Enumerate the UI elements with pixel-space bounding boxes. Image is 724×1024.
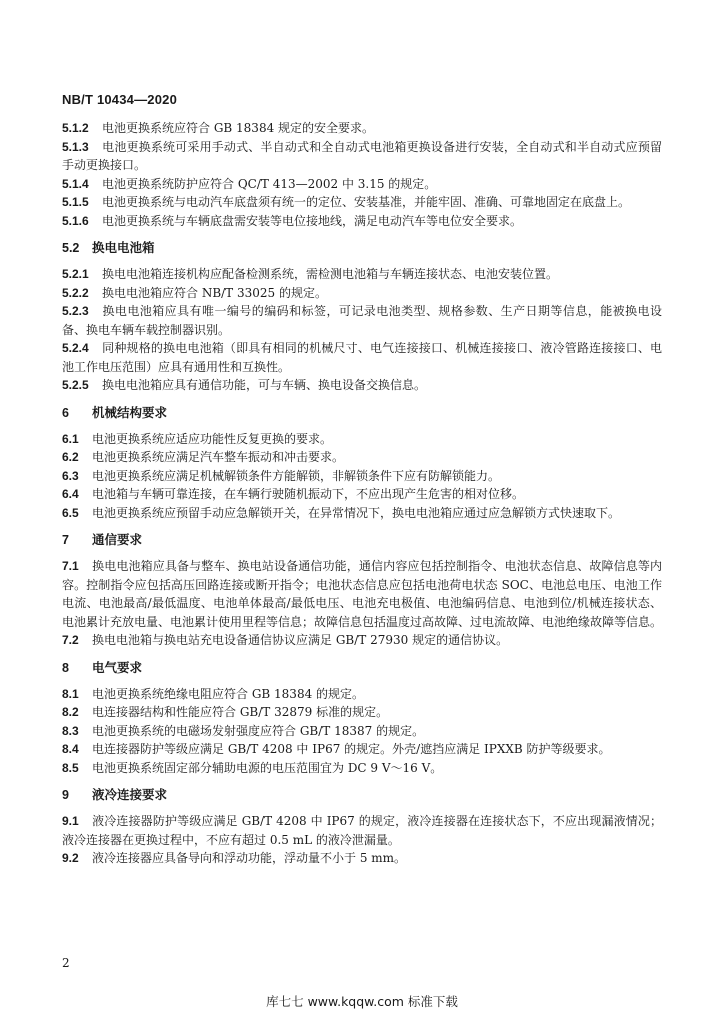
clause-text: 电池更换系统绝缘电阻应符合 GB 18384 的规定。 (92, 686, 365, 701)
section-heading (62, 786, 662, 804)
clause-number: 6.4 (62, 487, 79, 501)
clause-text: 换电电池箱应具备与整车、换电站设备通信功能，通信内容应包括控制指令、电池状态信息、故障信息等内容。控制指令应包括高压回路连接或断开指令；电池状态信息应包括电池荷电状态 SOC、电池总电压、电池工作电流、电池最高/最低温度、电池单体最高/最低电压、电池充电极值、电池编码信息、电池到位/机械连接状态、电池累计充放电量、电池累计使用里程等信息；故障信息包括温度过高故障、过电流故障、电池绝缘故障等信息。 (62, 559, 663, 629)
clause-text: 电池更换系统可采用手动式、半自动式和全自动式电池箱更换设备进行安装，全自动式和半自动式应预留手动更换接口。 (62, 139, 662, 172)
standard-code: NB/T 10434—2020 (62, 92, 178, 107)
clause-item (62, 193, 662, 212)
section-title: 换电电池箱 (92, 240, 155, 255)
clause-text: 换电电池箱连接机构应配备检测系统，需检测电池箱与车辆连接状态、电池安装位置。 (102, 267, 559, 281)
clause-item (62, 485, 662, 504)
clause-number: 8.5 (62, 760, 79, 775)
clause-number: 8.2 (62, 705, 79, 719)
clause-number: 5.2.4 (62, 341, 89, 355)
clause-text: 电池更换系统应满足机械解锁条件方能解锁，非解锁条件下应有防解锁能力。 (92, 468, 501, 483)
clause-text: 电池更换系统应适应功能性反复更换的要求。 (92, 431, 333, 446)
clause-text: 电池更换系统应预留手动应急解锁开关，在异常情况下，换电电池箱应通过应急解锁方式快速取下。 (92, 505, 621, 520)
clause-text: 电池箱与车辆可靠连接，在车辆行驶随机振动下，不应出现产生危害的相对位移。 (92, 487, 525, 501)
clause-text: 换电电池箱与换电站充电设备通信协议应满足 GB/T 27930 规定的通信协议。 (92, 633, 509, 647)
page-number: 2 (62, 956, 70, 970)
clause-item (62, 759, 662, 778)
clause-text: 电连接器结构和性能应符合 GB/T 32879 标准的规定。 (92, 705, 389, 719)
clause-item (62, 302, 662, 339)
clause-text: 液冷连接器防护等级应满足 GB/T 4208 中 IP67 的规定，液冷连接器在连接状态下，不应出现漏液情况；液冷连接器在更换过程中，不应有超过 0.5 mL 的液冷泄漏量。 (62, 814, 662, 847)
clause-item (62, 265, 662, 284)
clause-number: 5.1.4 (62, 176, 89, 191)
clause-number: 6.5 (62, 505, 79, 520)
footer-watermark: 库七七 www.kqqw.com 标准下载 (266, 994, 458, 1009)
clause-text: 电池更换系统防护应符合 QC/T 413—2002 中 3.15 的规定。 (102, 176, 437, 191)
clause-number: 7.2 (62, 633, 79, 647)
clause-number: 6.2 (62, 450, 79, 464)
clause-item (62, 339, 662, 376)
clause-text: 换电电池箱应具有唯一编号的编码和标签，可记录电池类型、规格参数、生产日期等信息，能被换电设备、换电车辆车载控制器识别。 (62, 304, 662, 337)
clause-text: 液冷连接器应具备导向和浮动功能，浮动量不小于 5 mm。 (92, 851, 407, 865)
clause-item (62, 284, 662, 303)
clause-item (62, 812, 662, 849)
section-title: 通信要求 (92, 532, 143, 547)
clause-text: 同种规格的换电电池箱（即具有相同的机械尺寸、电气连接接口、机械连接接口、液冷管路连接接口、电池工作电压范围）应具有通用性和互换性。 (62, 341, 662, 374)
section-5-2 (62, 265, 662, 395)
clause-item (62, 504, 662, 523)
clause-text: 电池更换系统应符合 GB 18384 规定的安全要求。 (102, 121, 375, 135)
section-title: 机械结构要求 (92, 404, 168, 420)
clause-text: 电池更换系统固定部分辅助电源的电压范围宜为 DC 9 V～16 V。 (92, 760, 443, 775)
clause-item (62, 631, 662, 650)
clause-number: 9.1 (62, 814, 79, 828)
clause-number: 5.2.2 (62, 285, 89, 300)
section-number: 8 (62, 660, 69, 675)
clause-item (62, 685, 662, 704)
clause-number: 5.2.5 (62, 378, 89, 392)
clause-item (62, 430, 662, 449)
section-7 (62, 557, 662, 650)
section-8 (62, 685, 662, 778)
clause-text: 电池更换系统的电磁场发射强度应符合 GB/T 18387 的规定。 (92, 723, 425, 738)
section-heading (62, 531, 662, 549)
clause-number: 5.1.3 (62, 139, 89, 154)
clause-text: 电池更换系统与车辆底盘需安装等电位接地线，满足电动汽车等电位安全要求。 (102, 213, 523, 228)
clause-item (62, 467, 662, 486)
clause-number: 6.1 (62, 431, 79, 446)
section-6 (62, 430, 662, 523)
clause-item (62, 376, 662, 395)
clause-item (62, 119, 662, 138)
section-number: 6 (62, 405, 69, 420)
document-body (62, 119, 662, 868)
clause-item (62, 212, 662, 231)
clause-item (62, 448, 662, 467)
clause-item (62, 703, 662, 722)
clause-number: 8.4 (62, 742, 79, 756)
section-number: 9 (62, 788, 69, 802)
clause-number: 8.1 (62, 686, 79, 701)
clause-text: 换电电池箱应具有通信功能，可与车辆、换电设备交换信息。 (102, 378, 427, 392)
clause-item (62, 722, 662, 741)
clause-number: 5.1.2 (62, 121, 89, 135)
clause-text: 电连接器防护等级应满足 GB/T 4208 中 IP67 的规定。外壳/遮挡应满足 IPXXB 防护等级要求。 (92, 742, 611, 756)
section-number: 7 (62, 533, 69, 547)
section-number: 5.2 (62, 241, 80, 255)
section-5-1 (62, 119, 662, 230)
clause-item (62, 557, 662, 631)
clause-number: 6.3 (62, 468, 79, 483)
clause-number: 5.2.3 (62, 304, 89, 318)
clause-text: 换电电池箱应符合 NB/T 33025 的规定。 (102, 285, 327, 300)
clause-item (62, 740, 662, 759)
section-title: 电气要求 (92, 659, 143, 675)
clause-number: 5.2.1 (62, 267, 89, 281)
clause-item (62, 138, 662, 175)
section-title: 液冷连接要求 (92, 787, 168, 802)
section-9 (62, 812, 662, 868)
clause-number: 9.2 (62, 851, 79, 865)
clause-item (62, 175, 662, 194)
clause-item (62, 849, 662, 868)
clause-text: 电池更换系统应满足汽车整车振动和冲击要求。 (92, 450, 345, 464)
clause-number: 8.3 (62, 723, 79, 738)
clause-number: 5.1.5 (62, 195, 89, 209)
section-heading (62, 404, 662, 422)
clause-text: 电池更换系统与电动汽车底盘须有统一的定位、安装基准，并能牢固、准确、可靠地固定在底盘上。 (102, 195, 631, 209)
section-heading (62, 239, 662, 257)
section-heading (62, 659, 662, 677)
clause-number: 5.1.6 (62, 213, 89, 228)
clause-number: 7.1 (62, 559, 79, 573)
